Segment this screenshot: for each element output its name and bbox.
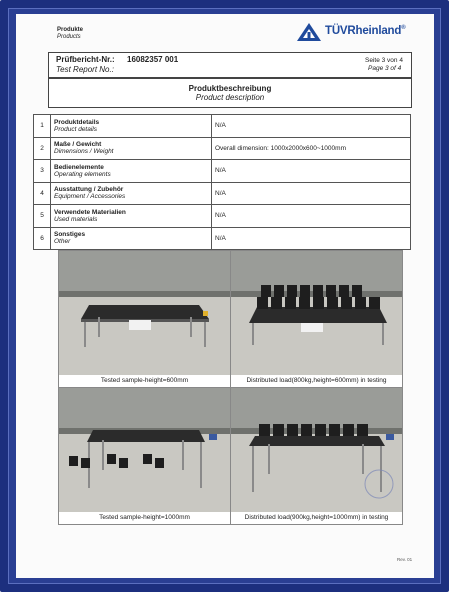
row-value: N/A xyxy=(212,115,411,138)
row-label-de: Sonstiges xyxy=(54,231,86,239)
table-row xyxy=(34,182,411,205)
page-number-de: Seite 3 von 4 xyxy=(365,57,403,64)
table-row xyxy=(34,205,411,228)
table-photo-image xyxy=(59,251,230,375)
tuv-logo xyxy=(296,22,322,47)
load-photo-image xyxy=(231,388,402,512)
row-value: N/A xyxy=(212,205,411,228)
table-row xyxy=(34,160,411,183)
table-photo-image xyxy=(59,388,230,512)
row-number: 6 xyxy=(34,227,51,250)
row-label-en: Used materials xyxy=(54,215,98,223)
row-number: 3 xyxy=(34,160,51,183)
photo-cell xyxy=(231,251,403,388)
photo-table-600mm xyxy=(59,251,230,375)
row-label xyxy=(51,227,212,250)
row-label xyxy=(51,160,212,183)
category-de: Produkte xyxy=(57,27,84,33)
revision-label: Rev. 01 xyxy=(397,557,413,562)
product-description-table xyxy=(33,114,411,250)
report-number-label-de: Prüfbericht-Nr.: xyxy=(56,55,115,64)
row-label-en: Dimensions / Weight xyxy=(54,148,114,156)
row-label-de: Bedienelemente xyxy=(54,163,104,171)
report-number: 16082357 001 xyxy=(127,55,179,64)
row-label-en: Product details xyxy=(54,125,97,133)
row-label-en: Other xyxy=(54,238,71,246)
section-title-de: Produktbeschreibung xyxy=(188,84,272,93)
row-value: Overall dimension: 1000x2000x600~1000mm xyxy=(212,137,411,160)
row-label-de: Verwendete Materialien xyxy=(54,208,126,216)
row-label xyxy=(51,205,212,228)
row-value: N/A xyxy=(212,160,411,183)
photo-cell xyxy=(231,388,403,525)
photo-cell xyxy=(59,251,231,388)
tuv-brand-text: TÜVRheinland xyxy=(325,25,402,37)
row-number: 4 xyxy=(34,182,51,205)
category-en: Products xyxy=(57,34,81,40)
tuv-triangle-icon xyxy=(296,22,322,42)
table-row xyxy=(34,137,411,160)
photo-caption: Distributed load(800kg,height=600mm) in testing xyxy=(231,375,402,387)
photo-caption: Distributed load(900kg,height=1000mm) in testing xyxy=(231,512,402,524)
row-label xyxy=(51,115,212,138)
tuv-brand-name xyxy=(325,25,405,37)
table-row xyxy=(34,227,411,250)
photo-grid xyxy=(58,250,403,525)
row-number: 1 xyxy=(34,115,51,138)
photo-caption: Tested sample-height=1000mm xyxy=(59,512,230,524)
row-label-de: Ausstattung / Zubehör xyxy=(54,186,124,194)
report-number-label-en: Test Report No.: xyxy=(56,65,114,74)
load-photo-image xyxy=(231,251,402,375)
row-label-de: Maße / Gewicht xyxy=(54,141,102,149)
row-value: N/A xyxy=(212,182,411,205)
photo-caption: Tested sample-height=600mm xyxy=(59,375,230,387)
row-value: N/A xyxy=(212,227,411,250)
row-label xyxy=(51,137,212,160)
photo-load-600mm xyxy=(231,251,402,375)
row-label-en: Operating elements xyxy=(54,170,111,178)
row-number: 2 xyxy=(34,137,51,160)
photo-load-1000mm xyxy=(231,388,402,512)
row-label xyxy=(51,182,212,205)
photo-table-1000mm xyxy=(59,388,230,512)
row-label-de: Produktdetails xyxy=(54,118,100,126)
registered-mark: ® xyxy=(401,25,406,32)
row-label-en: Equipment / Accessories xyxy=(54,193,126,201)
page-number-en: Page 3 of 4 xyxy=(368,65,402,72)
row-number: 5 xyxy=(34,205,51,228)
section-title-en: Product description xyxy=(195,93,265,102)
photo-cell xyxy=(59,388,231,525)
table-row xyxy=(34,115,411,138)
